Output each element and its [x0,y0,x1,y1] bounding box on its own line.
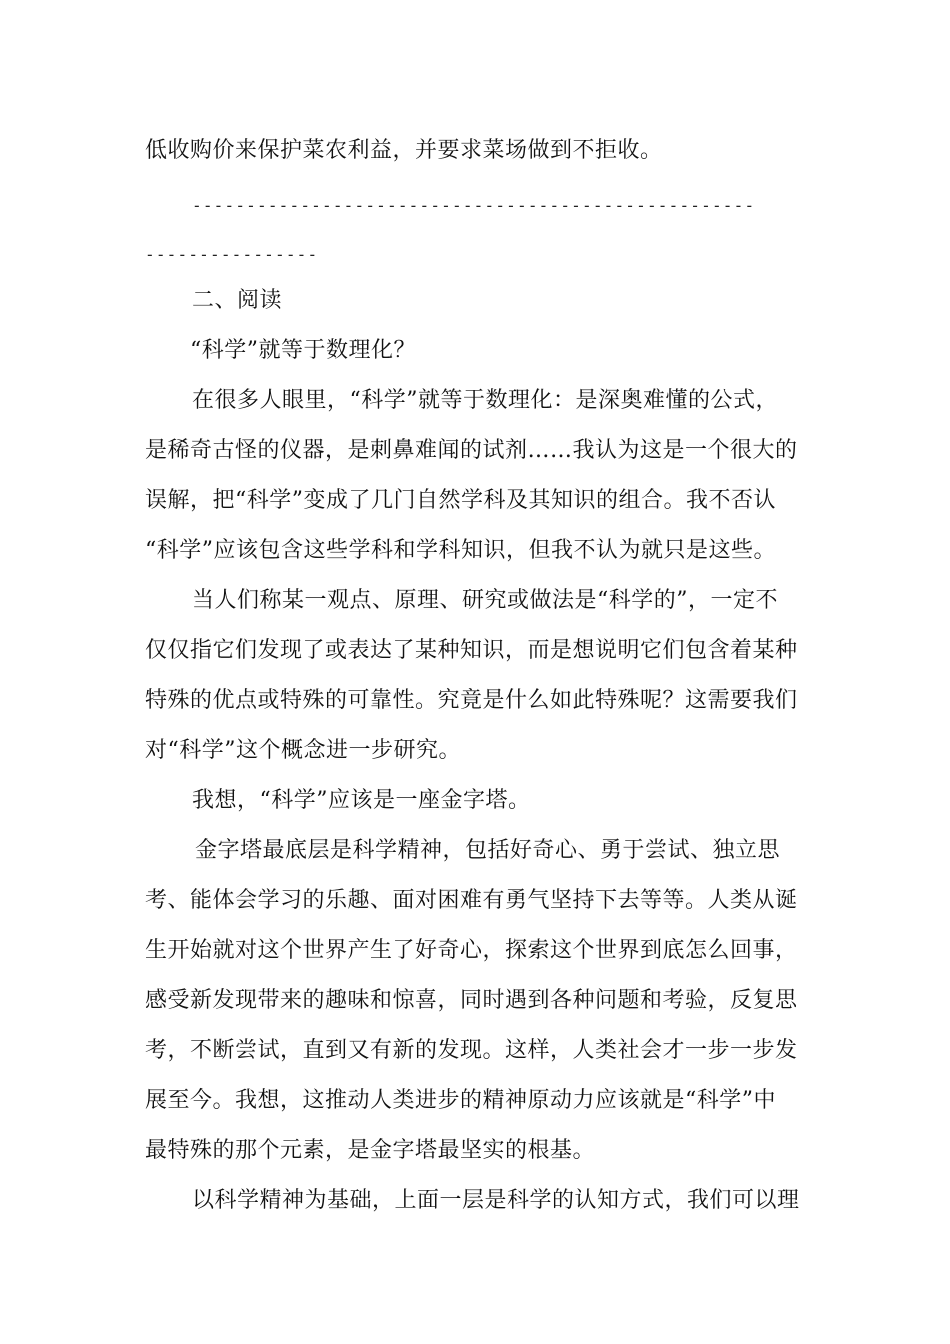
paragraph-4-line-2: 考、能体会学习的乐趣、面对困难有勇气坚持下去等等。人类从诞 [145,888,798,913]
paragraph-1-line-3: 误解，把“科学”变成了几门自然学科及其知识的组合。我不否认 [145,488,776,513]
separator-line-1: ---------------------------------------------------- [192,196,756,215]
paragraph-1-line-4: “科学”应该包含这些学科和学科知识，但我不认为就只是这些。 [145,538,776,563]
paragraph-2-line-1: 当人们称某一观点、原理、研究或做法是“科学的”，一定不 [192,588,778,613]
separator-line-2: ---------------- [145,245,319,264]
paragraph-4-line-1: 金字塔最底层是科学精神，包括好奇心、勇于尝试、独立思 [195,838,781,863]
paragraph-1-line-2: 是稀奇古怪的仪器，是刺鼻难闻的试剂……我认为这是一个很大的 [145,438,798,463]
paragraph-4-line-5: 考，不断尝试，直到又有新的发现。这样，人类社会才一步一步发 [145,1038,798,1063]
paragraph-2-line-2: 仅仅指它们发现了或表达了某种知识，而是想说明它们包含着某种 [145,638,798,663]
paragraph-2-line-3: 特殊的优点或特殊的可靠性。究竟是什么如此特殊呢？这需要我们 [145,688,798,713]
paragraph-2-line-4: 对“科学”这个概念进一步研究。 [145,738,461,763]
paragraph-3-line-1: 我想，“科学”应该是一座金字塔。 [192,788,531,813]
paragraph-4-line-4: 感受新发现带来的趣味和惊喜，同时遇到各种问题和考验，反复思 [145,988,798,1013]
paragraph-5-line-1: 以科学精神为基础，上面一层是科学的认知方式，我们可以理 [192,1188,800,1213]
closing-line: 低收购价来保护菜农利益，并要求菜场做到不拒收。 [145,138,663,163]
paragraph-4-line-6: 展至今。我想，这推动人类进步的精神原动力应该就是“科学”中 [145,1088,776,1113]
paragraph-1-line-1: 在很多人眼里，“科学”就等于数理化：是深奥难懂的公式， [192,388,778,413]
paragraph-4-line-7: 最特殊的那个元素，是金字塔最坚实的根基。 [145,1138,596,1163]
paragraph-4-line-3: 生开始就对这个世界产生了好奇心，探索这个世界到底怎么回事， [145,938,798,963]
section-heading: 二、阅读 [192,288,283,313]
article-title: “科学”就等于数理化？ [190,338,416,363]
